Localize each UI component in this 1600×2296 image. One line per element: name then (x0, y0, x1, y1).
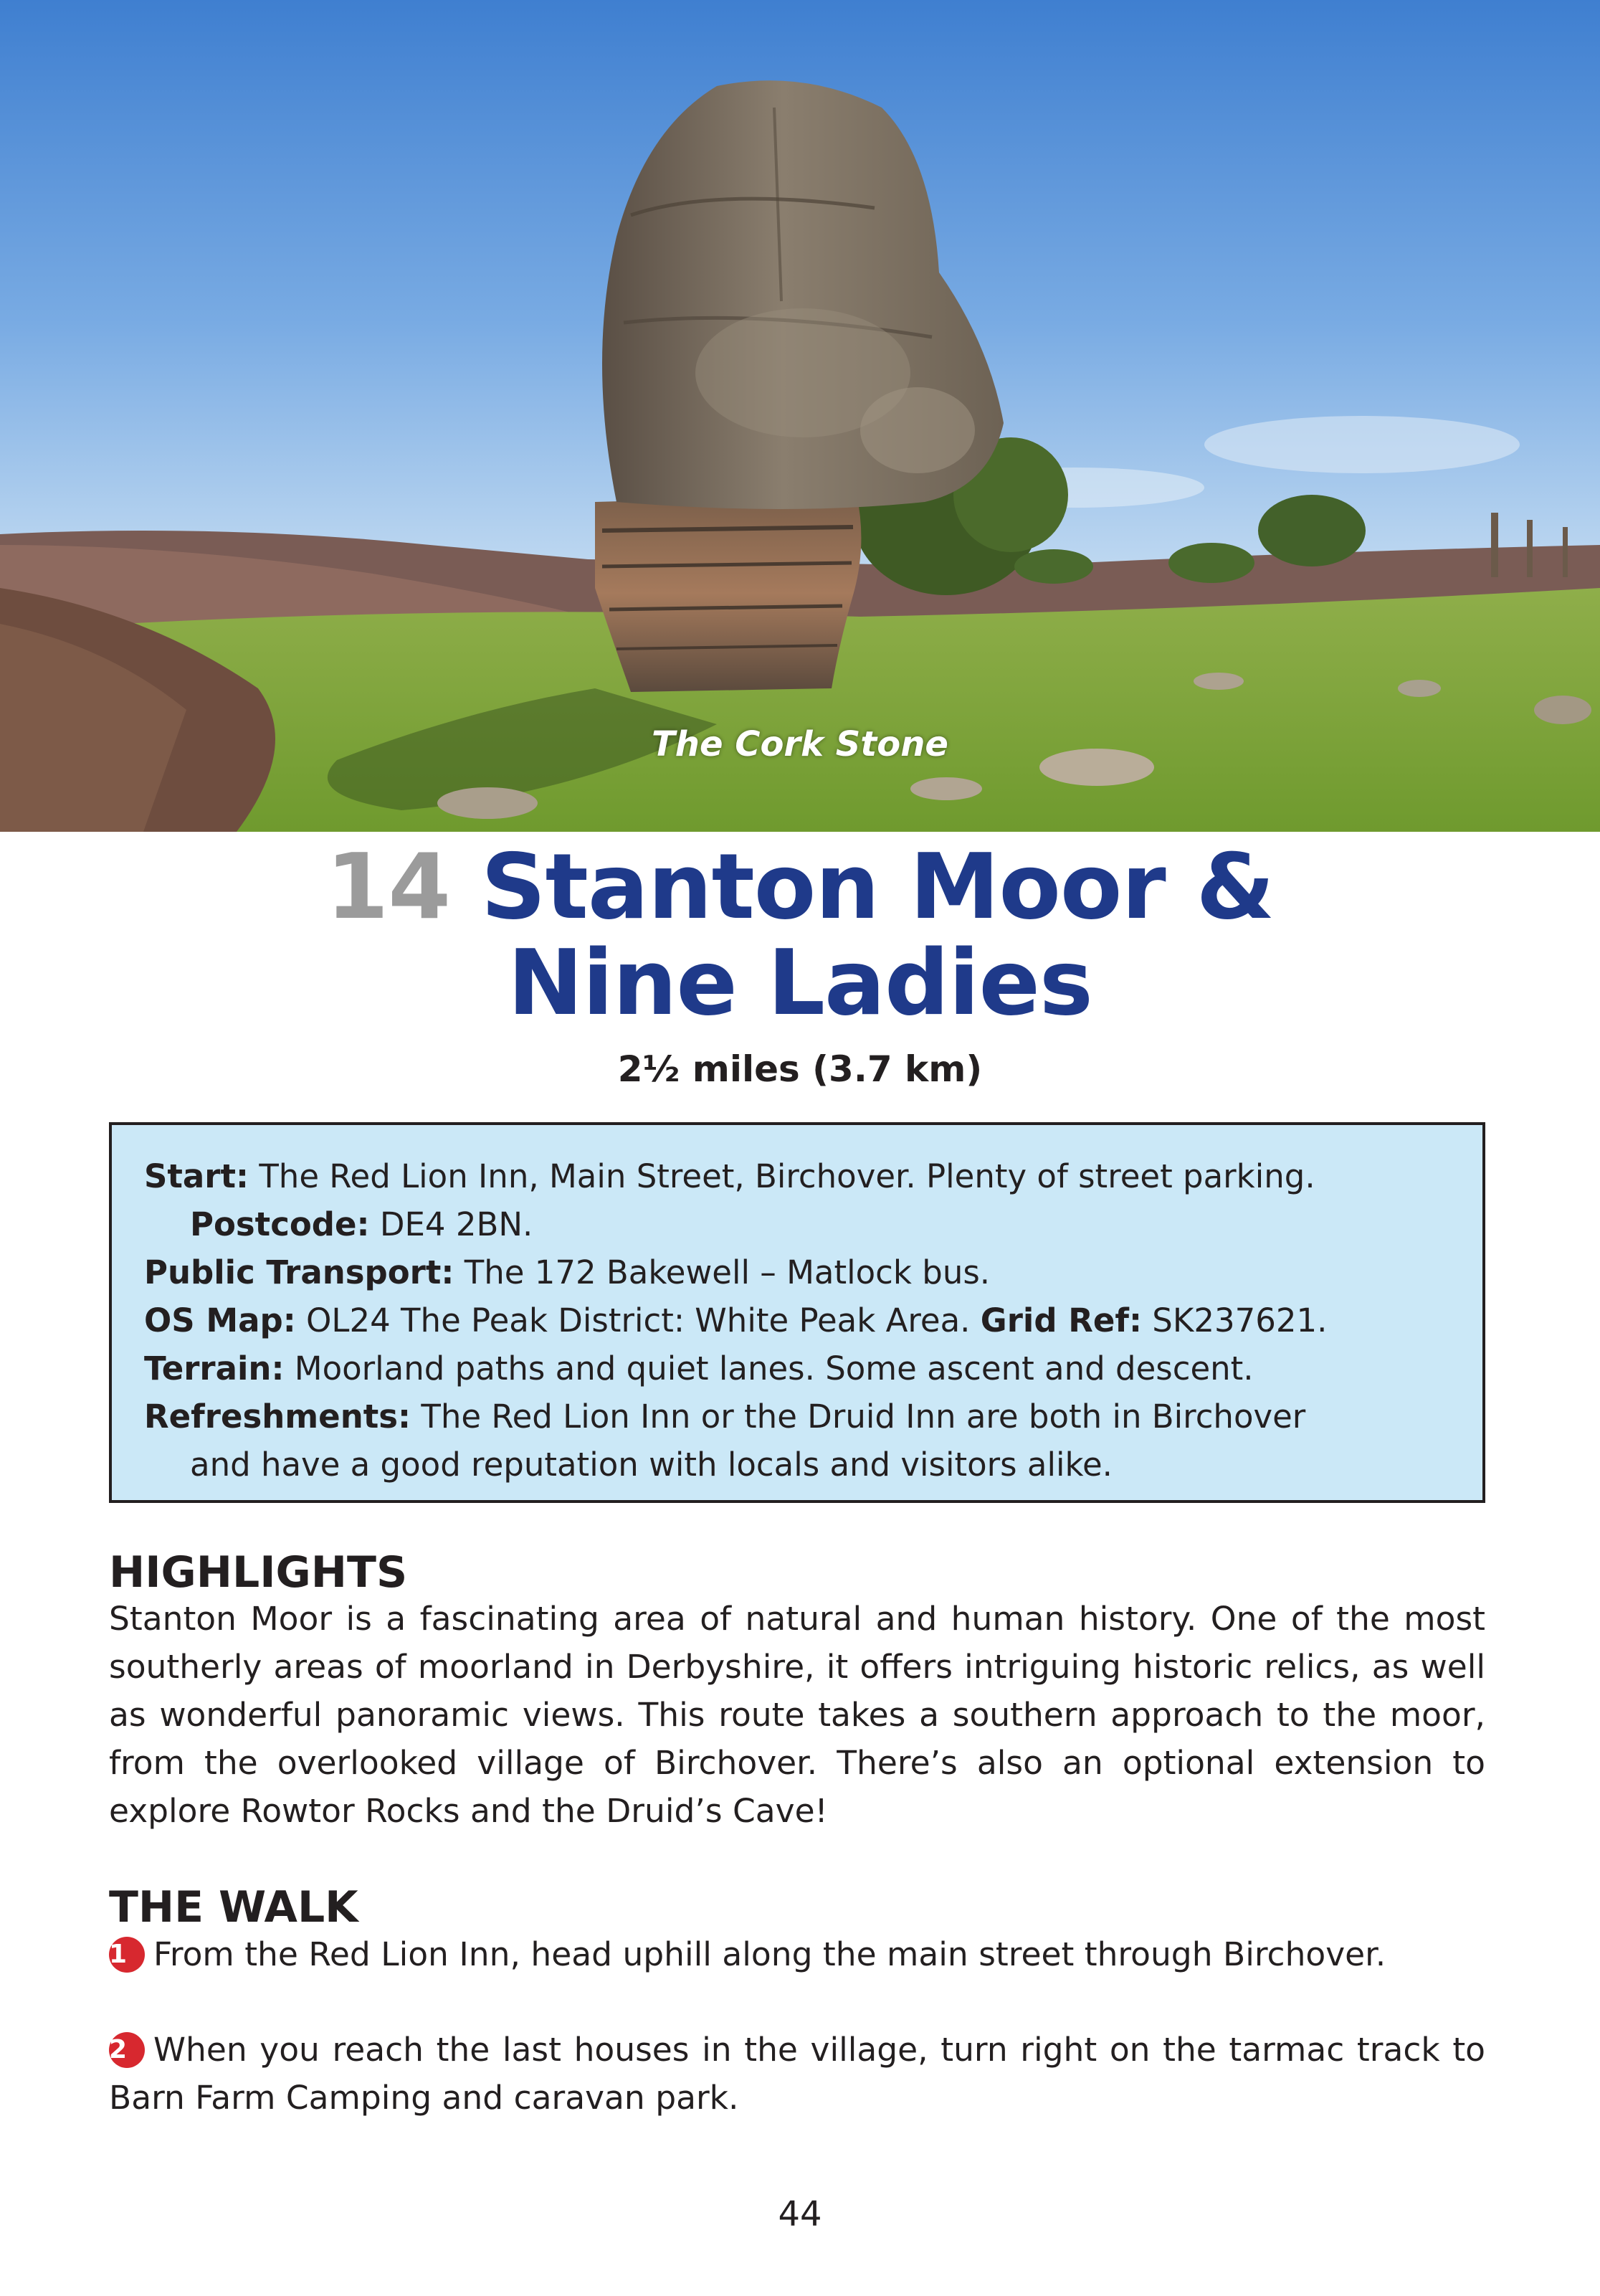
info-postcode: Postcode: DE4 2BN. (190, 1205, 533, 1243)
highlights-heading: HIGHLIGHTS (109, 1547, 408, 1598)
info-grid-ref: SK237621. (1152, 1301, 1328, 1339)
info-start: Start: The Red Lion Inn, Main Street, Birchover. Plenty of street parking. (144, 1157, 1315, 1195)
walk-title-line2: Nine Ladies (508, 930, 1092, 1035)
highlights-text: Stanton Moor is a fascinating area of natural and human history. One of the most southerly areas of moorland in Derbyshire, it offers intriguing historic relics, as well as wonderful panoramic views. This route takes a southern approach to the moor, from the overlooked village of Birchover. There’s also an optional extension to explore Rowtor Rocks and the Druid’s Cave! (109, 1600, 1485, 1830)
photo-caption: The Cork Stone (652, 724, 948, 764)
walk-info-box (109, 1122, 1485, 1503)
walk-distance: 2½ miles (3.7 km) (617, 1048, 983, 1090)
step-text: From the Red Lion Inn, head uphill along the main street through Birchover. (153, 1935, 1386, 1973)
hero-photo (0, 0, 1600, 832)
info-refreshments: Refreshments: The Red Lion Inn or the Druid Inn are both in Birchover (144, 1398, 1306, 1436)
walk-step-1 (109, 1930, 1485, 1978)
walk-title (0, 834, 1600, 1035)
walk-title-text1: Stanton Moor & (480, 834, 1275, 939)
walk-step-2 (109, 2026, 1485, 2122)
step-number-badge: 2 (109, 2032, 145, 2068)
walk-number: 14 (325, 834, 450, 939)
info-terrain: Terrain: Moorland paths and quiet lanes. Some ascent and descent. (144, 1349, 1254, 1387)
cork-stone-photo (0, 0, 1600, 832)
walk-heading: THE WALK (109, 1882, 358, 1932)
walk-title-line1 (0, 834, 1600, 939)
info-public-transport: Public Transport: The 172 Bakewell – Matlock bus. (144, 1253, 991, 1291)
info-os-map: OS Map: OL24 The Peak District: White Peak Area. Grid Ref: SK237621. (144, 1301, 1328, 1339)
step-text: When you reach the last houses in the village, turn right on the tarmac track to Barn Farm Camping and caravan park. (109, 2031, 1485, 2117)
step-number-badge: 1 (109, 1937, 145, 1973)
info-grid-ref-label: Grid Ref: (980, 1301, 1142, 1339)
info-refreshments-continued: and have a good reputation with locals and visitors alike. (190, 1446, 1113, 1484)
page-number: 44 (778, 2194, 822, 2234)
